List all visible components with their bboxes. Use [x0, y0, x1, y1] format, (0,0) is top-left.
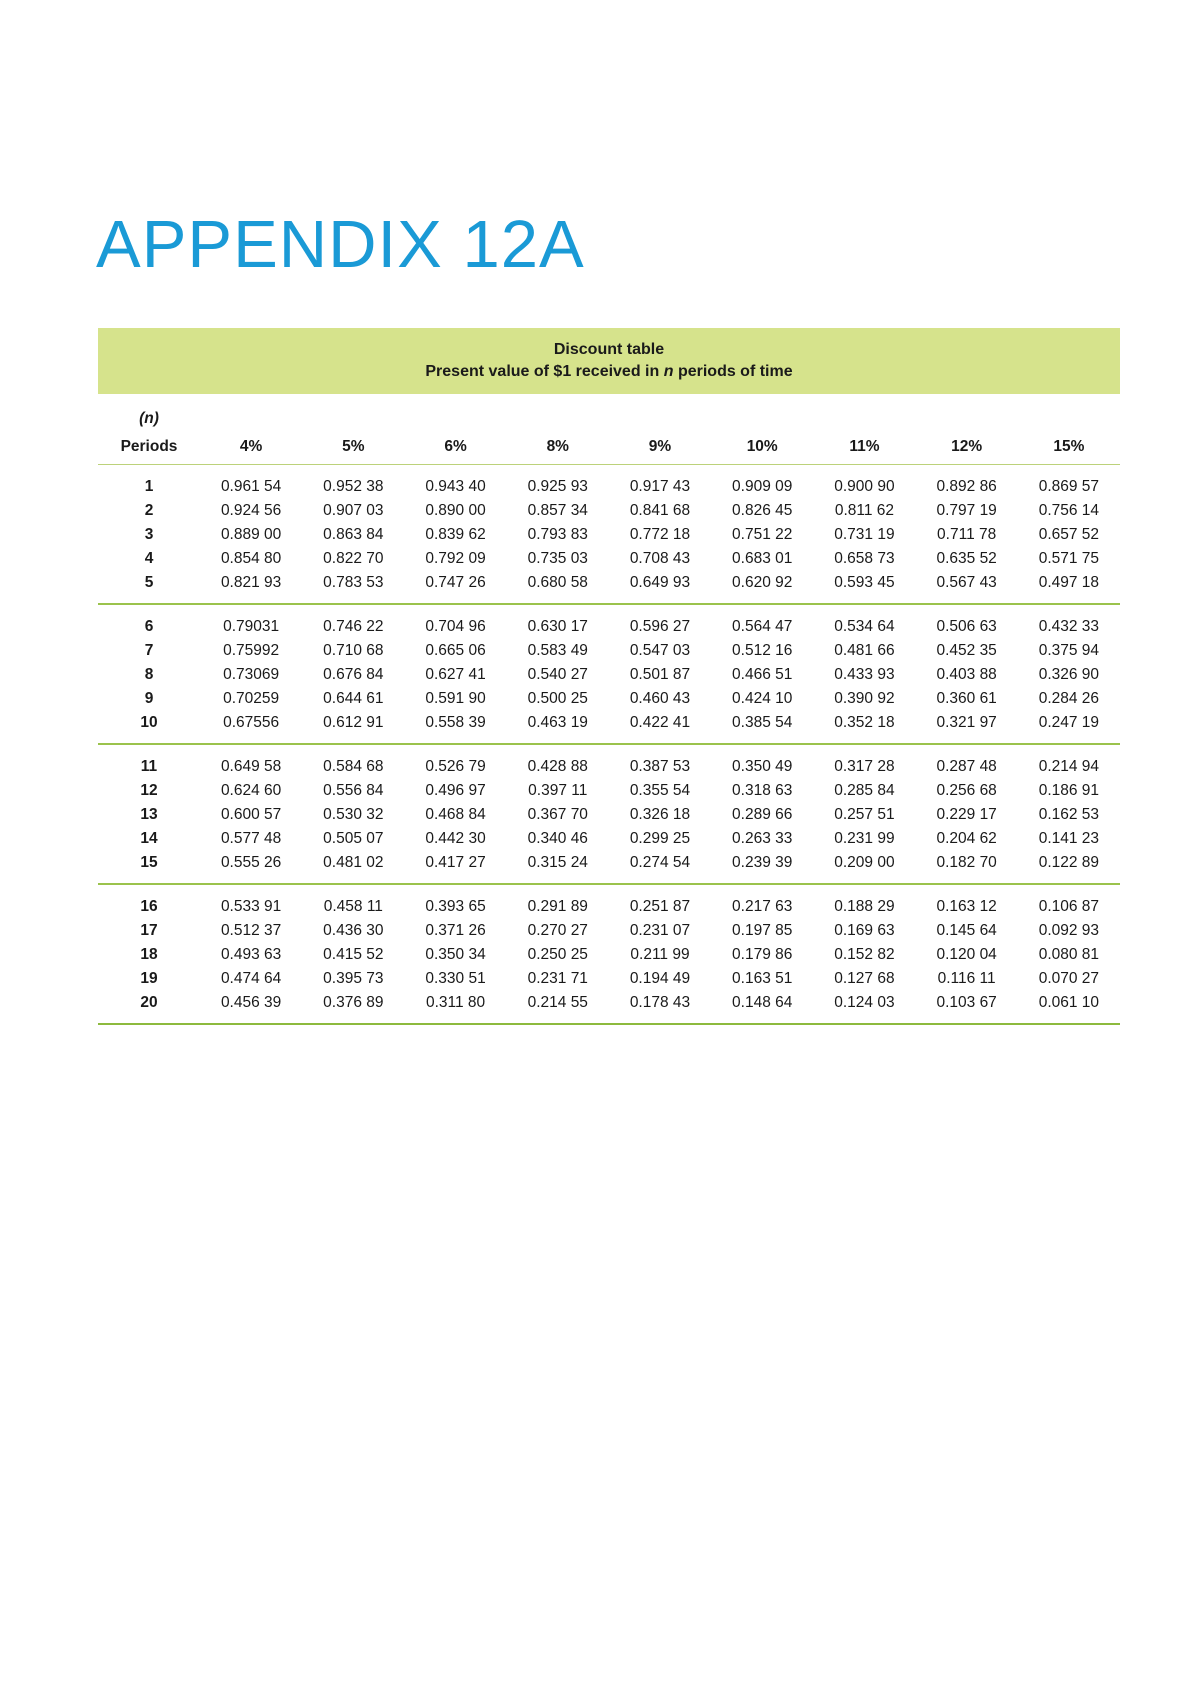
value-cell: 0.468 84 — [425, 806, 486, 823]
value-cell: 0.526 79 — [425, 758, 486, 775]
value-cell: 0.826 45 — [732, 502, 793, 519]
value-cell: 0.731 19 — [834, 526, 895, 543]
value-cell: 0.256 68 — [936, 782, 997, 799]
value-cell: 0.163 12 — [936, 898, 997, 915]
value-cell: 0.612 91 — [323, 714, 384, 731]
value-cell: 0.680 58 — [527, 574, 588, 591]
value-cell: 0.558 39 — [425, 714, 486, 731]
table-row — [98, 523, 1120, 547]
value-cell: 0.428 88 — [527, 758, 588, 775]
value-cell: 0.547 03 — [629, 642, 691, 659]
table-row — [98, 639, 1120, 663]
value-cell: 0.854 80 — [220, 550, 282, 567]
value-cell: 0.122 89 — [1038, 854, 1100, 871]
value-cell: 0.73069 — [223, 666, 280, 683]
value-cell: 0.148 64 — [732, 994, 793, 1011]
value-cell: 0.501 87 — [629, 666, 691, 683]
value-cell: 0.711 78 — [937, 526, 997, 543]
period-cell: 2 — [144, 502, 154, 519]
value-cell: 0.124 03 — [834, 994, 895, 1011]
value-cell: 0.141 23 — [1038, 830, 1100, 847]
value-cell: 0.676 84 — [323, 666, 384, 683]
table-row — [98, 465, 1120, 500]
value-cell: 0.564 47 — [732, 618, 793, 635]
period-cell: 6 — [144, 618, 154, 635]
value-cell: 0.285 84 — [834, 782, 895, 799]
value-cell: 0.403 88 — [936, 666, 997, 683]
value-cell: 0.231 99 — [834, 830, 895, 847]
table-row — [98, 547, 1120, 571]
value-cell: 0.393 65 — [425, 898, 486, 915]
value-cell: 0.907 03 — [323, 502, 384, 519]
value-cell: 0.251 87 — [629, 898, 691, 915]
value-cell: 0.797 19 — [936, 502, 997, 519]
period-cell: 7 — [144, 642, 154, 659]
value-cell: 0.735 03 — [527, 550, 588, 567]
period-cell: 12 — [140, 782, 158, 799]
value-cell: 0.792 09 — [425, 550, 486, 567]
value-cell: 0.822 70 — [323, 550, 384, 567]
value-cell: 0.103 67 — [936, 994, 997, 1011]
value-cell: 0.178 43 — [629, 994, 691, 1011]
period-cell: 1 — [144, 478, 154, 495]
value-cell: 0.591 90 — [425, 690, 486, 707]
value-cell: 0.917 43 — [629, 478, 691, 495]
value-cell: 0.350 49 — [732, 758, 793, 775]
value-cell: 0.772 18 — [629, 526, 691, 543]
table-row — [98, 779, 1120, 803]
value-cell: 0.890 00 — [425, 502, 486, 519]
value-cell: 0.665 06 — [425, 642, 486, 659]
value-cell: 0.596 27 — [629, 618, 691, 635]
value-cell: 0.496 97 — [425, 782, 486, 799]
value-cell: 0.217 63 — [732, 898, 793, 915]
value-cell: 0.952 38 — [323, 478, 384, 495]
value-cell: 0.080 81 — [1038, 946, 1100, 963]
value-cell: 0.415 52 — [323, 946, 384, 963]
value-cell: 0.433 93 — [834, 666, 895, 683]
value-cell: 0.683 01 — [732, 550, 793, 567]
table-row — [98, 663, 1120, 687]
value-cell: 0.925 93 — [527, 478, 588, 495]
value-cell: 0.145 64 — [936, 922, 997, 939]
value-cell: 0.533 91 — [220, 898, 282, 915]
value-cell: 0.452 35 — [936, 642, 997, 659]
value-cell: 0.783 53 — [323, 574, 384, 591]
value-cell: 0.197 85 — [732, 922, 793, 939]
value-cell: 0.120 04 — [936, 946, 997, 963]
value-cell: 0.657 52 — [1038, 526, 1100, 543]
period-cell: 19 — [140, 970, 158, 987]
table-row — [98, 571, 1120, 604]
value-cell: 0.583 49 — [527, 642, 588, 659]
value-cell: 0.497 18 — [1038, 574, 1100, 591]
period-cell: 8 — [144, 666, 154, 683]
value-cell: 0.708 43 — [629, 550, 691, 567]
rate-header: 5% — [342, 438, 365, 455]
value-cell: 0.340 46 — [527, 830, 588, 847]
value-cell: 0.793 83 — [527, 526, 588, 543]
table-row — [98, 499, 1120, 523]
value-cell: 0.194 49 — [629, 970, 691, 987]
period-header: Periods — [120, 438, 178, 455]
value-cell: 0.530 32 — [323, 806, 384, 823]
value-cell: 0.289 66 — [732, 806, 793, 823]
caption-subtitle — [98, 361, 1120, 383]
value-cell: 0.70259 — [223, 690, 280, 707]
value-cell: 0.436 30 — [323, 922, 384, 939]
period-cell: 3 — [144, 526, 154, 543]
value-cell: 0.092 93 — [1038, 922, 1100, 939]
value-cell: 0.456 39 — [220, 994, 282, 1011]
value-cell: 0.924 56 — [220, 502, 282, 519]
value-cell: 0.567 43 — [936, 574, 997, 591]
value-cell: 0.649 58 — [220, 758, 282, 775]
value-cell: 0.710 68 — [323, 642, 384, 659]
period-cell: 17 — [140, 922, 158, 939]
value-cell: 0.395 73 — [323, 970, 384, 987]
value-cell: 0.375 94 — [1038, 642, 1100, 659]
caption-subtitle-n: n — [663, 363, 674, 380]
value-cell: 0.821 93 — [220, 574, 282, 591]
value-cell: 0.500 25 — [527, 690, 588, 707]
value-cell: 0.417 27 — [425, 854, 486, 871]
value-cell: 0.284 26 — [1038, 690, 1100, 707]
table-row — [98, 604, 1120, 639]
value-cell: 0.463 19 — [527, 714, 588, 731]
value-cell: 0.367 70 — [527, 806, 588, 823]
value-cell: 0.317 28 — [834, 758, 895, 775]
value-cell: 0.442 30 — [425, 830, 486, 847]
table-row — [98, 919, 1120, 943]
value-cell: 0.75992 — [223, 642, 280, 659]
value-cell: 0.209 00 — [834, 854, 895, 871]
value-cell: 0.106 87 — [1038, 898, 1100, 915]
period-group — [98, 604, 1120, 744]
value-cell: 0.127 68 — [834, 970, 895, 987]
value-cell: 0.839 62 — [425, 526, 486, 543]
value-cell: 0.263 33 — [732, 830, 793, 847]
value-cell: 0.299 25 — [629, 830, 691, 847]
period-group — [98, 884, 1120, 1024]
discount-grid — [98, 394, 1120, 1025]
value-cell: 0.909 09 — [732, 478, 793, 495]
value-cell: 0.397 11 — [528, 782, 588, 799]
value-cell: 0.247 19 — [1038, 714, 1100, 731]
table-row — [98, 827, 1120, 851]
header-row-top — [98, 394, 1120, 428]
value-cell: 0.376 89 — [323, 994, 384, 1011]
value-cell: 0.152 82 — [834, 946, 895, 963]
value-cell: 0.330 51 — [425, 970, 486, 987]
value-cell: 0.961 54 — [220, 478, 282, 495]
table-row — [98, 851, 1120, 884]
value-cell: 0.070 27 — [1038, 970, 1100, 987]
period-cell: 11 — [140, 758, 158, 775]
period-cell: 13 — [140, 806, 158, 823]
value-cell: 0.387 53 — [629, 758, 691, 775]
value-cell: 0.620 92 — [732, 574, 793, 591]
value-cell: 0.630 17 — [527, 618, 588, 635]
value-cell: 0.889 00 — [220, 526, 282, 543]
value-cell: 0.424 10 — [732, 690, 793, 707]
value-cell: 0.571 75 — [1038, 550, 1100, 567]
value-cell: 0.204 62 — [936, 830, 997, 847]
value-cell: 0.311 80 — [425, 994, 486, 1011]
value-cell: 0.474 64 — [220, 970, 282, 987]
period-cell: 10 — [140, 714, 158, 731]
rate-header: 9% — [648, 438, 672, 455]
value-cell: 0.892 86 — [936, 478, 997, 495]
table-caption — [98, 328, 1120, 394]
value-cell: 0.704 96 — [425, 618, 486, 635]
value-cell: 0.512 16 — [732, 642, 793, 659]
value-cell: 0.869 57 — [1038, 478, 1100, 495]
period-header-top: (n) — [139, 410, 159, 427]
value-cell: 0.746 22 — [323, 618, 384, 635]
value-cell: 0.211 99 — [630, 946, 690, 963]
value-cell: 0.432 33 — [1038, 618, 1100, 635]
value-cell: 0.624 60 — [220, 782, 282, 799]
value-cell: 0.287 48 — [936, 758, 997, 775]
table-row — [98, 943, 1120, 967]
value-cell: 0.162 53 — [1038, 806, 1100, 823]
value-cell: 0.182 70 — [936, 854, 997, 871]
value-cell: 0.857 34 — [527, 502, 588, 519]
value-cell: 0.291 89 — [527, 898, 588, 915]
value-cell: 0.274 54 — [629, 854, 691, 871]
value-cell: 0.326 18 — [629, 806, 691, 823]
table-row — [98, 711, 1120, 744]
rate-header: 12% — [951, 438, 983, 455]
value-cell: 0.506 63 — [936, 618, 997, 635]
table-row — [98, 687, 1120, 711]
value-cell: 0.649 93 — [629, 574, 691, 591]
period-group — [98, 744, 1120, 884]
discount-table — [98, 328, 1120, 1025]
value-cell: 0.352 18 — [834, 714, 895, 731]
value-cell: 0.188 29 — [834, 898, 895, 915]
value-cell: 0.231 71 — [527, 970, 588, 987]
value-cell: 0.466 51 — [732, 666, 793, 683]
table-row — [98, 991, 1120, 1024]
value-cell: 0.360 61 — [936, 690, 997, 707]
value-cell: 0.239 39 — [732, 854, 793, 871]
value-cell: 0.555 26 — [220, 854, 282, 871]
value-cell: 0.270 27 — [527, 922, 588, 939]
table-row — [98, 744, 1120, 779]
value-cell: 0.900 90 — [834, 478, 895, 495]
period-cell: 20 — [140, 994, 158, 1011]
value-cell: 0.756 14 — [1038, 502, 1100, 519]
period-cell: 18 — [140, 946, 158, 963]
value-cell: 0.231 07 — [629, 922, 691, 939]
table-row — [98, 884, 1120, 919]
value-cell: 0.627 41 — [425, 666, 486, 683]
value-cell: 0.811 62 — [834, 502, 895, 519]
value-cell: 0.505 07 — [323, 830, 384, 847]
value-cell: 0.481 02 — [323, 854, 384, 871]
value-cell: 0.214 55 — [527, 994, 588, 1011]
value-cell: 0.163 51 — [732, 970, 793, 987]
period-group — [98, 465, 1120, 605]
caption-title: Discount table — [553, 341, 665, 358]
period-cell: 4 — [144, 550, 154, 567]
value-cell: 0.321 97 — [936, 714, 997, 731]
value-cell: 0.214 94 — [1038, 758, 1100, 775]
period-cell: 16 — [140, 898, 158, 915]
value-cell: 0.635 52 — [936, 550, 997, 567]
value-cell: 0.79031 — [223, 618, 280, 635]
value-cell: 0.584 68 — [323, 758, 384, 775]
value-cell: 0.318 63 — [732, 782, 793, 799]
value-cell: 0.186 91 — [1038, 782, 1100, 799]
value-cell: 0.747 26 — [425, 574, 486, 591]
period-cell: 9 — [144, 690, 154, 707]
caption-subtitle-pre: Present value of $1 received in — [425, 363, 664, 380]
value-cell: 0.257 51 — [834, 806, 895, 823]
value-cell: 0.841 68 — [629, 502, 691, 519]
header-row — [98, 428, 1120, 465]
rate-header: 6% — [444, 438, 467, 455]
period-cell: 14 — [140, 830, 158, 847]
page-title: APPENDIX 12A — [96, 207, 585, 282]
value-cell: 0.577 48 — [220, 830, 282, 847]
value-cell: 0.67556 — [223, 714, 280, 731]
value-cell: 0.943 40 — [425, 478, 486, 495]
value-cell: 0.350 34 — [425, 946, 486, 963]
value-cell: 0.512 37 — [220, 922, 282, 939]
value-cell: 0.390 92 — [834, 690, 895, 707]
period-cell: 15 — [140, 854, 158, 871]
value-cell: 0.658 73 — [834, 550, 895, 567]
value-cell: 0.540 27 — [527, 666, 588, 683]
value-cell: 0.460 43 — [629, 690, 691, 707]
value-cell: 0.422 41 — [629, 714, 691, 731]
period-cell: 5 — [144, 574, 154, 591]
value-cell: 0.751 22 — [732, 526, 793, 543]
rate-header: 15% — [1053, 438, 1085, 455]
value-cell: 0.600 57 — [220, 806, 282, 823]
value-cell: 0.169 63 — [834, 922, 895, 939]
value-cell: 0.458 11 — [323, 898, 383, 915]
value-cell: 0.863 84 — [323, 526, 384, 543]
value-cell: 0.493 63 — [220, 946, 282, 963]
rate-header: 10% — [746, 438, 778, 455]
value-cell: 0.355 54 — [629, 782, 691, 799]
caption-subtitle-post: periods of time — [673, 363, 793, 380]
rate-header: 11% — [849, 438, 880, 455]
value-cell: 0.534 64 — [834, 618, 895, 635]
table-row — [98, 803, 1120, 827]
value-cell: 0.116 11 — [937, 970, 996, 987]
value-cell: 0.250 25 — [527, 946, 588, 963]
value-cell: 0.481 66 — [834, 642, 895, 659]
value-cell: 0.385 54 — [732, 714, 793, 731]
rate-header: 8% — [546, 438, 569, 455]
table-row — [98, 967, 1120, 991]
value-cell: 0.229 17 — [936, 806, 997, 823]
value-cell: 0.326 90 — [1038, 666, 1100, 683]
value-cell: 0.593 45 — [834, 574, 895, 591]
value-cell: 0.061 10 — [1038, 994, 1100, 1011]
rate-header: 4% — [239, 438, 263, 455]
value-cell: 0.556 84 — [323, 782, 384, 799]
value-cell: 0.179 86 — [732, 946, 793, 963]
value-cell: 0.371 26 — [425, 922, 486, 939]
value-cell: 0.315 24 — [527, 854, 588, 871]
value-cell: 0.644 61 — [323, 690, 384, 707]
